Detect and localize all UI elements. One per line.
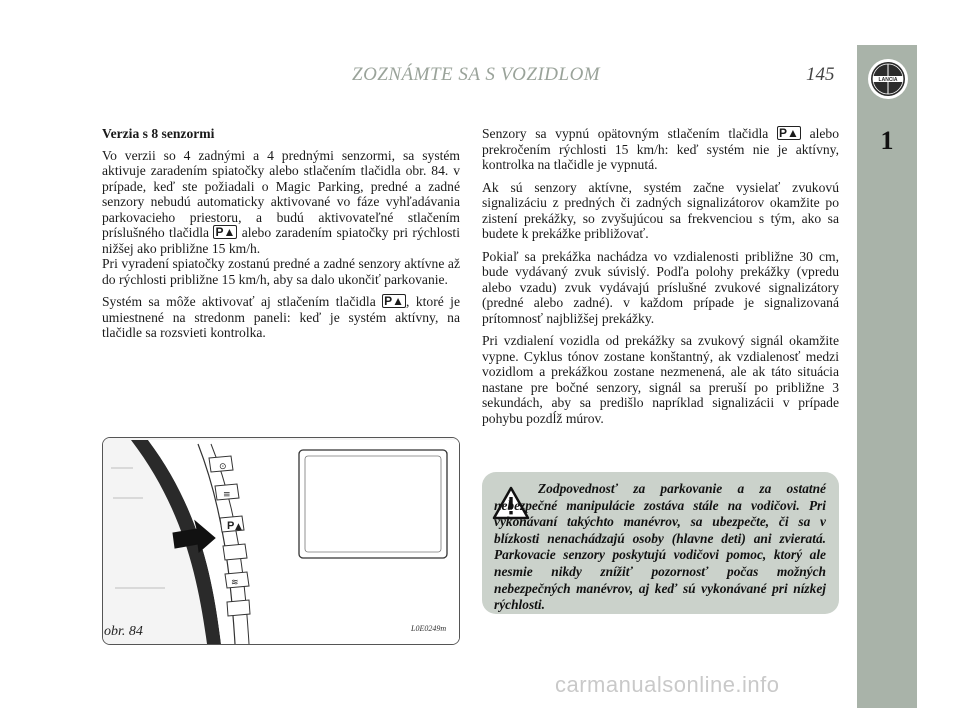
section-subheading: Verzia s 8 senzormi [102,126,215,141]
right-column [482,126,839,433]
parking-button-icon: P▲ [384,294,405,308]
parking-button-icon: P▲ [779,126,799,140]
svg-text:≋: ≋ [231,578,239,588]
paragraph: Ak sú senzory aktívne, systém začne vysielať zvukovú signalizáciu z predných či zadných signalizátorov okamžite po zistení prekážky, so zvyšujúcou sa frekvenciou s tým, ako sa budete k prekážke približovať. [482,179,839,241]
paragraph-text: , ktoré je umiestnené na stredonm paneli: keď je systém aktívny, na tlačidle sa rozsvieti kontrolka. [102,294,460,340]
watermark: carmanualsonline.info [555,672,780,697]
svg-text:⊙: ⊙ [219,462,227,472]
paragraph-text: Systém sa môže aktivovať aj stlačením tlačidla [102,294,376,309]
dashboard-illustration [103,438,459,644]
paragraph-text: alebo zaradením spiatočky pri rýchlosti nižšej ako približne 15 km/h. [102,225,460,256]
svg-text:LANCIA: LANCIA [878,77,898,83]
warning-box [482,472,839,614]
figure-code: L0E0249m [411,624,447,633]
parking-button-icon: P▲ [215,225,236,239]
paragraph-text: alebo prekročením rýchlosti 15 km/h: keď systém nie je aktívny, kontrolka na tlačidle je vypnutá. [482,126,840,172]
page-number: 145 [806,64,835,85]
left-column [102,126,460,348]
paragraph [482,126,839,173]
paragraph-text: Pri vyradení spiatočky zostanú predné a zadné senzory aktívne až do rýchlosti približne 15 km/h, aby sa dalo ukončiť parkovanie. [102,256,460,287]
svg-text:≡: ≡ [223,490,231,500]
paragraph-text: Senzory sa vypnú opätovným stlačením tlačidla [482,126,769,141]
paragraph [102,294,460,341]
lancia-logo-icon [867,58,909,100]
svg-text:▲: ▲ [235,522,242,532]
figure-label: obr. 84 [104,624,143,639]
chapter-number: 1 [880,126,894,155]
warning-text: Zodpovednosť za parkovanie a za ostatné nebezpečné manipulácie zostáva stále na vodičovi. Pri vykonávaní takýchto manévrov, sa ubezpečte, či sa v blízkosti nenachádzajú osoby (hlavne deti) ani zvieratá. Parkovacie senzory poskytujú vodičovi pomoc, ktorý ale nesmie nikdy znížiť pozornosť počas možných nebezpečných manévrov, aj keď sú vykonávané pri nízkej rýchlosti. [494,481,826,613]
paragraph [102,148,460,288]
paragraph: Pri vzdialení vozidla od prekážky sa zvukový signál okamžite vypne. Cyklus tónov zostane konštantný, ak vzdialenosť medzi vozidlom a prekážkou zostane nezmenená, ale ak táto situácia nastane pre bočné senzory, signál sa preruší po približne 3 sekundách, aby sa predišlo napríklad signalizácii v prípade pohybu pozdĺž múrov. [482,333,839,426]
paragraph: Pokiaľ sa prekážka nachádza vo vzdialenosti približne 30 cm, bude vydávaný zvuk súvislý. Podľa polohy prekážky (vpredu alebo vzadu) zvuk vydávajú príslušné zvukové signalizátory (predné alebo zadné). v každom prípade je signalizovaná prítomnosť najbližšej prekážky. [482,248,839,326]
svg-text:P: P [227,520,235,532]
figure-dashboard-buttons [102,437,460,645]
paragraph-text: Vo verzii so 4 zadnými a 4 prednými senzormi, sa systém aktivuje zaradením spiatočky alebo stlačením tlačidla obr. 84. v prípade, keď ste požiadali o Magic Parking, predné a zadné senzory nebudú automaticky aktivované vo fáze vyhľadávania parkovacieho priestoru, a budú aktivovateľné stlačením príslušného tlačidla [102,147,460,240]
page-header-title: ZOZNÁMTE SA S VOZIDLOM [352,64,601,85]
